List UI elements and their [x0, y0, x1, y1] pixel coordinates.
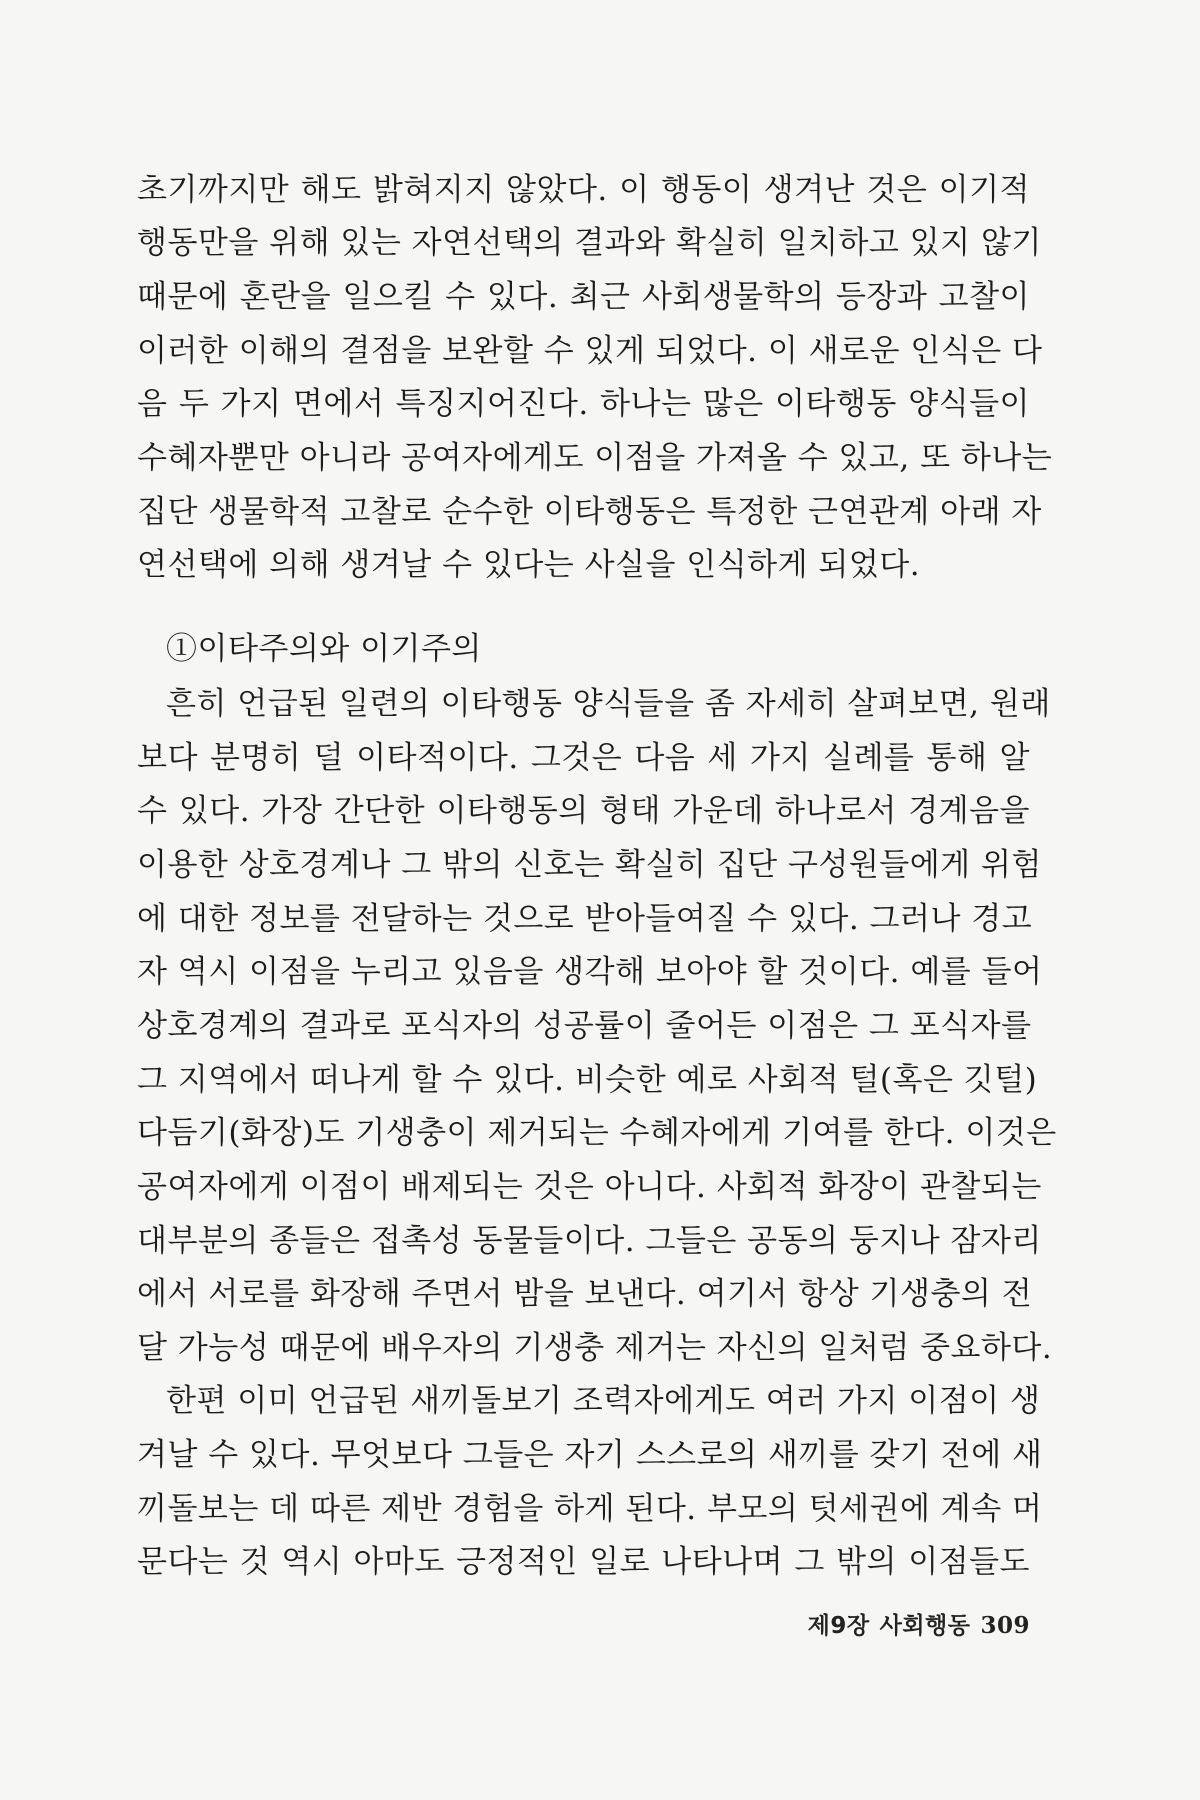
text-line: 집단 생물학적 고찰로 순수한 이타행동은 특정한 근연관계 아래 자	[137, 494, 1042, 530]
text-line: 상호경계의 결과로 포식자의 성공률이 줄어든 이점은 그 포식자를	[137, 1008, 1032, 1044]
page-number: 309	[980, 1612, 1030, 1639]
text-line: 이러한 이해의 결점을 보완할 수 있게 되었다. 이 새로운 인식은 다	[137, 333, 1043, 369]
chapter-title: 사회행동	[879, 1613, 971, 1639]
text-line: 음 두 가지 면에서 특징지어진다. 하나는 많은 이타행동 양식들이	[137, 386, 1030, 422]
text-line: 수혜자뿐만 아니라 공여자에게도 이점을 가져올 수 있고, 또 하나는	[137, 440, 1053, 476]
text-line: 공여자에게 이점이 배제되는 것은 아니다. 사회적 화장이 관찰되는	[137, 1169, 1042, 1205]
text-line: 에서 서로를 화장해 주면서 밤을 보낸다. 여기서 항상 기생충의 전	[137, 1276, 1033, 1312]
chapter-number: 제9장	[807, 1613, 870, 1639]
text-line: 때문에 혼란을 일으킬 수 있다. 최근 사회생물학의 등장과 고찰이	[137, 279, 1030, 315]
text-line: 행동만을 위해 있는 자연선택의 결과와 확실히 일치하고 있지 않기	[137, 225, 1042, 261]
section-heading: ①이타주의와 이기주의	[166, 631, 482, 667]
running-footer	[760, 1610, 1030, 1642]
text-line: 초기까지만 해도 밝혀지지 않았다. 이 행동이 생겨난 것은 이기적	[137, 172, 1030, 208]
text-line: 흔히 언급된 일련의 이타행동 양식들을 좀 자세히 살펴보면, 원래	[166, 686, 1051, 722]
text-line: 수 있다. 가장 간단한 이타행동의 형태 가운데 하나로서 경계음을	[137, 793, 1030, 829]
text-line: 끼돌보는 데 따른 제반 경험을 하게 된다. 부모의 텃세권에 계속 머	[137, 1491, 1043, 1527]
text-line: 에 대한 정보를 전달하는 것으로 받아들여질 수 있다. 그러나 경고	[137, 901, 1033, 937]
text-line: 겨날 수 있다. 무엇보다 그들은 자기 스스로의 새끼를 갖기 전에 새	[137, 1437, 1043, 1473]
text-line: 대부분의 종들은 접촉성 동물들이다. 그들은 공동의 둥지나 잠자리	[137, 1223, 1042, 1259]
text-line: 문다는 것 역시 아마도 긍정적인 일로 나타나며 그 밖의 이점들도	[137, 1544, 1030, 1580]
text-line: 다듬기(화장)도 기생충이 제거되는 수혜자에게 기여를 한다. 이것은	[137, 1115, 1057, 1151]
text-line: 그 지역에서 떠나게 할 수 있다. 비슷한 예로 사회적 털(혹은 깃털)	[137, 1062, 1038, 1098]
text-line: 이용한 상호경계나 그 밖의 신호는 확실히 집단 구성원들에게 위험	[137, 847, 1042, 883]
text-line: 한편 이미 언급된 새끼돌보기 조력자에게도 여러 가지 이점이 생	[166, 1383, 1041, 1419]
text-line: 연선택에 의해 생겨날 수 있다는 사실을 인식하게 되었다.	[137, 547, 921, 583]
text-line: 달 가능성 때문에 배우자의 기생충 제거는 자신의 일처럼 중요하다.	[137, 1330, 1053, 1366]
text-line: 자 역시 이점을 누리고 있음을 생각해 보아야 할 것이다. 예를 들어	[137, 954, 1043, 990]
text-line: 보다 분명히 덜 이타적이다. 그것은 다음 세 가지 실례를 통해 알	[137, 740, 1030, 776]
